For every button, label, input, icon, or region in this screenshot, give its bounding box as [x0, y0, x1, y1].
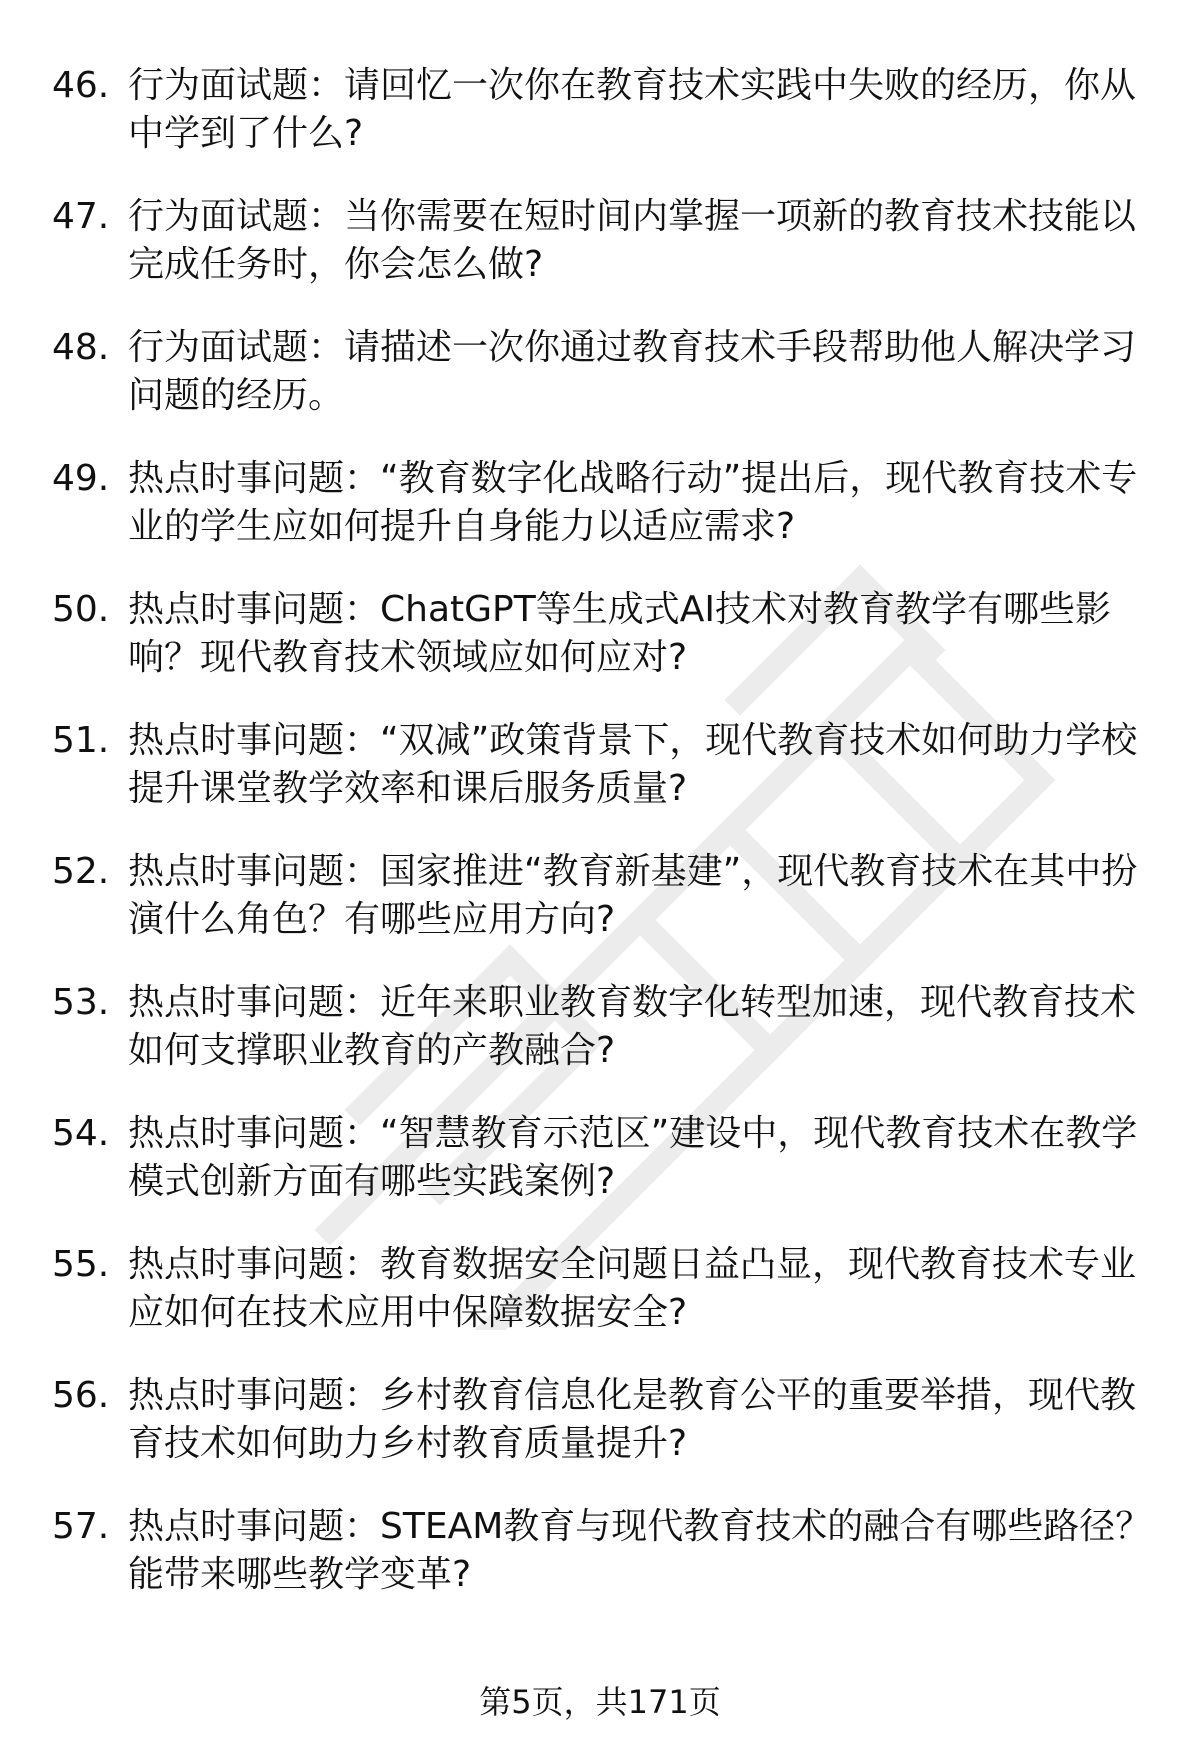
question-text: 行为面试题：当你需要在短时间内掌握一项新的教育技术技能以完成任务时，你会怎么做? [128, 196, 1137, 285]
page-footer [0, 1680, 1200, 1724]
question-item [52, 1503, 1152, 1599]
question-item [52, 1110, 1152, 1206]
question-text: 热点时事问题：教育数据安全问题日益凸显，现代教育技术专业应如何在技术应用中保障数据安全? [128, 1244, 1137, 1333]
page-number-label: 第5页，共171页 [479, 1683, 721, 1721]
question-text: 热点时事问题：乡村教育信息化是教育公平的重要举措，现代教育技术如何助力乡村教育质量提升? [128, 1375, 1137, 1464]
question-number: 49. [52, 458, 110, 499]
question-item [52, 324, 1152, 420]
question-item [52, 62, 1152, 158]
question-item [52, 586, 1152, 682]
question-number: 56. [52, 1375, 110, 1416]
question-item [52, 848, 1152, 944]
question-number: 53. [52, 982, 110, 1023]
question-item [52, 1372, 1152, 1468]
question-text: 热点时事问题：近年来职业教育数字化转型加速，现代教育技术如何支撑职业教育的产教融合? [128, 982, 1137, 1071]
question-number: 47. [52, 196, 110, 237]
question-item [52, 193, 1152, 289]
question-text: 热点时事问题：“双减”政策背景下，现代教育技术如何助力学校提升课堂教学效率和课后服务质量? [128, 720, 1138, 809]
question-number: 51. [52, 720, 110, 761]
question-text: 行为面试题：请描述一次你通过教育技术手段帮助他人解决学习问题的经历。 [128, 327, 1137, 416]
question-text: 热点时事问题：国家推进“教育新基建”，现代教育技术在其中扮演什么角色？有哪些应用方向? [128, 851, 1138, 940]
question-text: 热点时事问题：STEAM教育与现代教育技术的融合有哪些路径？能带来哪些教学变革? [128, 1506, 1152, 1595]
question-text: 热点时事问题：“智慧教育示范区”建设中，现代教育技术在教学模式创新方面有哪些实践案例? [128, 1113, 1138, 1202]
question-text: 热点时事问题：ChatGPT等生成式AI技术对教育教学有哪些影响？现代教育技术领域应如何应对? [128, 589, 1111, 678]
question-item [52, 717, 1152, 813]
question-text: 行为面试题：请回忆一次你在教育技术实践中失败的经历，你从中学到了什么? [128, 65, 1137, 154]
question-text: 热点时事问题：“教育数字化战略行动”提出后，现代教育技术专业的学生应如何提升自身能力以适应需求? [128, 458, 1138, 547]
question-item [52, 455, 1152, 551]
question-number: 52. [52, 851, 110, 892]
question-number: 48. [52, 327, 110, 368]
question-number: 50. [52, 589, 110, 630]
question-item [52, 1241, 1152, 1337]
question-number: 57. [52, 1506, 110, 1547]
question-number: 55. [52, 1244, 110, 1285]
question-number: 46. [52, 65, 110, 106]
question-number: 54. [52, 1113, 110, 1154]
question-list [52, 62, 1152, 1634]
question-item [52, 979, 1152, 1075]
